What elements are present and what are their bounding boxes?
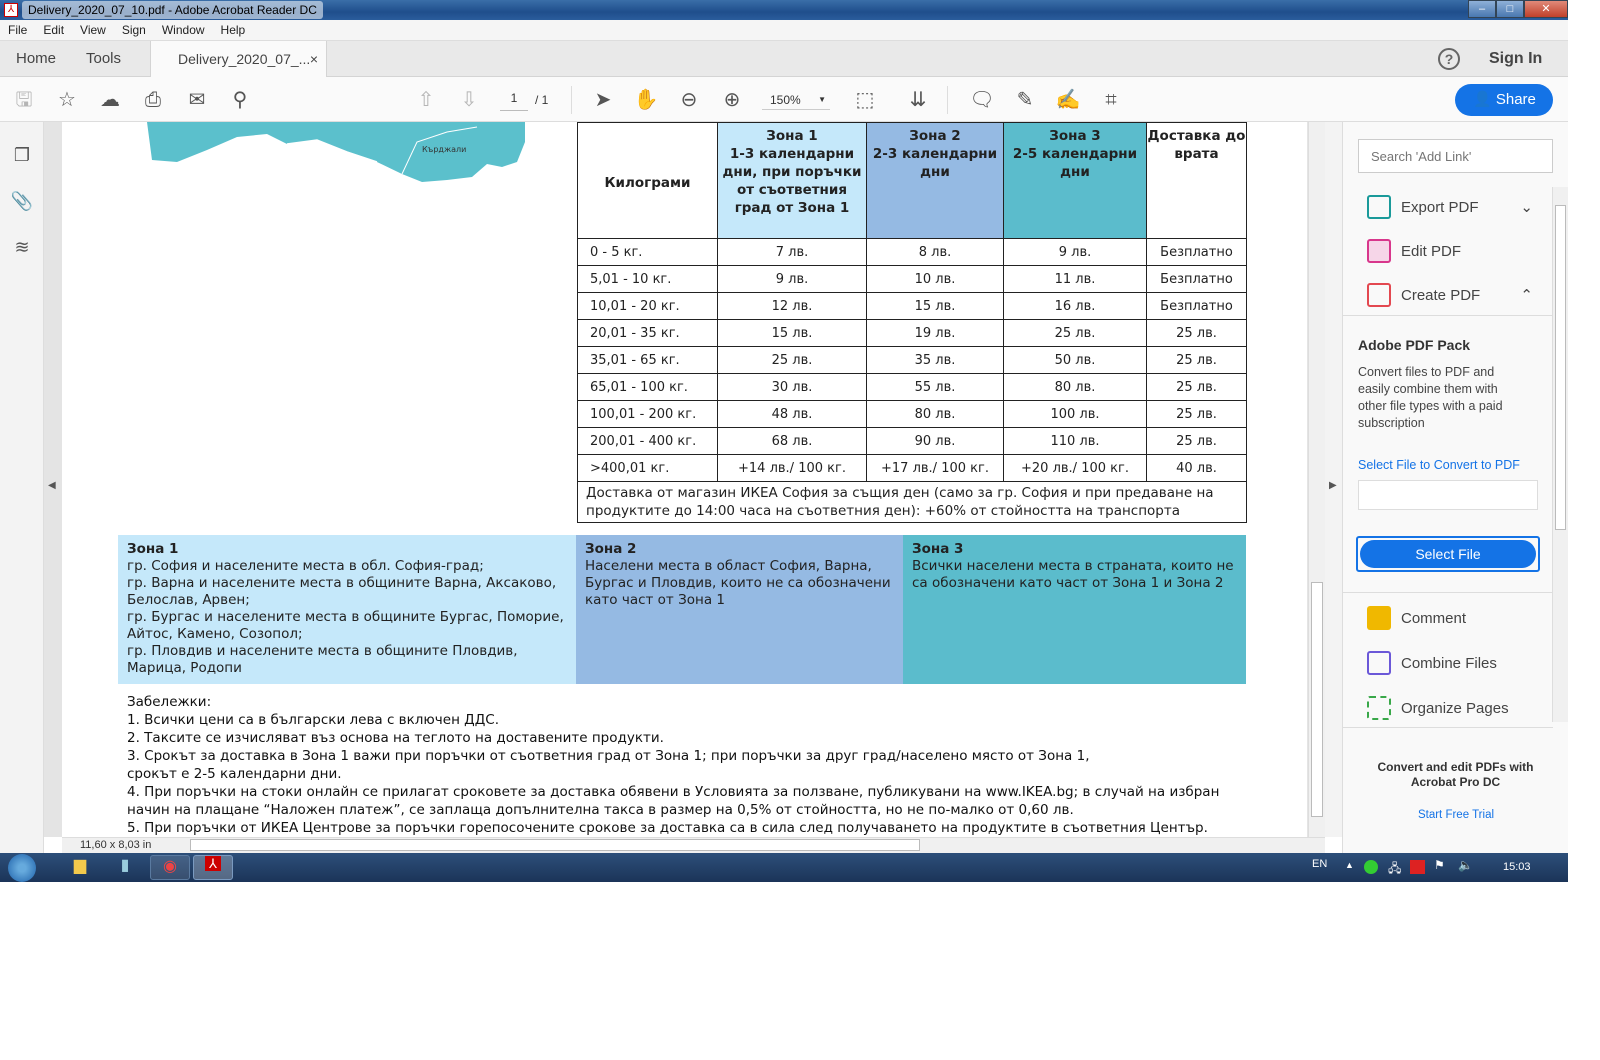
tab-home[interactable]: Home bbox=[16, 50, 57, 67]
share-user-icon: 👤 bbox=[1473, 91, 1496, 108]
zone-2-price: 90 лв. bbox=[867, 428, 1004, 455]
start-trial-link[interactable]: Start Free Trial bbox=[1417, 809, 1495, 821]
header-zone-1-sub: 1-3 календарни дни, при поръчки от съответния град от Зона 1 bbox=[722, 146, 862, 216]
share-label: Share bbox=[1495, 91, 1536, 108]
tab-bar bbox=[0, 41, 1568, 77]
menu-view[interactable]: View bbox=[80, 23, 106, 37]
minimize-button[interactable]: – bbox=[1468, 0, 1496, 18]
select-file-link[interactable]: Select File to Convert to PDF bbox=[1358, 458, 1520, 472]
weight-cell: >400,01 кг. bbox=[578, 455, 718, 482]
table-row bbox=[578, 239, 1247, 266]
zone-2-price: 80 лв. bbox=[867, 401, 1004, 428]
tab-document[interactable] bbox=[150, 41, 327, 78]
menu-bar bbox=[0, 20, 1568, 41]
door-delivery-price: Безплатно bbox=[1147, 239, 1247, 266]
header-zone-2 bbox=[867, 123, 1004, 239]
comment-label: Comment bbox=[1401, 609, 1467, 627]
bookmark-star-icon[interactable]: ☆ bbox=[58, 89, 76, 111]
zone-1-title: Зона 1 bbox=[127, 541, 179, 557]
comment-tool[interactable] bbox=[1367, 606, 1466, 630]
search-tools-input[interactable] bbox=[1358, 139, 1553, 173]
zone-1-price: 12 лв. bbox=[718, 293, 867, 320]
menu-window[interactable]: Window bbox=[161, 23, 205, 37]
door-delivery-price: 25 лв. bbox=[1147, 320, 1247, 347]
pdf-pack-description: Convert files to PDF and easily combine them with other file types with a paid subscription bbox=[1358, 365, 1503, 430]
header-zone-3-title: Зона 3 bbox=[1049, 128, 1101, 144]
door-delivery-price: 25 лв. bbox=[1147, 347, 1247, 374]
organize-pages-tool[interactable] bbox=[1367, 696, 1509, 720]
sign-in-button[interactable]: Sign In bbox=[1489, 50, 1543, 67]
table-row bbox=[578, 455, 1247, 482]
note-line: 2. Таксите се изчисляват въз основа на теглото на доставените продукти. bbox=[127, 730, 664, 746]
sign-icon[interactable]: ✍ bbox=[1055, 89, 1081, 111]
hand-tool-icon[interactable]: ✋ bbox=[633, 89, 659, 111]
close-tab-icon[interactable]: × bbox=[309, 51, 318, 67]
edit-pdf-icon bbox=[1367, 239, 1391, 263]
zoom-value: 150% bbox=[770, 93, 801, 107]
promo-text: Convert and edit PDFs with Acrobat Pro DC bbox=[1377, 760, 1534, 789]
combine-files-icon bbox=[1367, 651, 1391, 675]
same-day-note: Доставка от магазин ИКЕА София за същия ден (само за гр. София и при предаване на продуктите до 14:00 часа на съответния ден): +60% от стойността на транспорта bbox=[578, 482, 1247, 523]
zone-3-price: +20 лв./ 100 кг. bbox=[1004, 455, 1147, 482]
page-total: / 1 bbox=[535, 93, 549, 107]
zone-3-price: 9 лв. bbox=[1004, 239, 1147, 266]
title-bar bbox=[0, 0, 1568, 20]
note-line: 3. Срокът за доставка в Зона 1 важи при поръчки от съответния град от Зона 1; при поръчки за друг град/населено място от Зона 1, bbox=[127, 748, 1090, 764]
zone-3-price: 16 лв. bbox=[1004, 293, 1147, 320]
note-line: начин на плащане “Наложен платеж”, се заплаща допълнителна такса в размер на 0,5% от стойността, но не по-малко от 0,60 лв. bbox=[127, 802, 1074, 818]
zone-3-price: 11 лв. bbox=[1004, 266, 1147, 293]
language-indicator[interactable]: EN bbox=[1312, 858, 1328, 870]
chevron-down-icon[interactable]: ⌄ bbox=[1520, 199, 1533, 216]
note-line: 4. При поръчки на стоки онлайн се прилагат сроковете за доставка обявени в Условията за ползване, публикувани на www.IKEA.bg; в случай на избран bbox=[127, 784, 1220, 800]
highlight-pen-icon[interactable]: ✎ bbox=[1016, 89, 1034, 111]
zone-1-price: 48 лв. bbox=[718, 401, 867, 428]
previous-page-icon[interactable]: ⇧ bbox=[417, 89, 435, 111]
weight-cell: 65,01 - 100 кг. bbox=[578, 374, 718, 401]
maximize-button[interactable]: □ bbox=[1496, 0, 1524, 18]
expand-right-pane-icon[interactable]: ▶ bbox=[1325, 122, 1342, 837]
document-area bbox=[44, 122, 1325, 837]
notepad-taskbar-icon[interactable]: ▮ bbox=[120, 857, 130, 874]
vertical-scrollbar[interactable] bbox=[1308, 122, 1325, 837]
table-row bbox=[578, 293, 1247, 320]
next-page-icon[interactable]: ⇩ bbox=[460, 89, 478, 111]
header-zone-3 bbox=[1004, 123, 1147, 239]
zone-2-price: 10 лв. bbox=[867, 266, 1004, 293]
show-hidden-icons[interactable]: ▲ bbox=[1345, 860, 1354, 870]
zone-3-price: 110 лв. bbox=[1004, 428, 1147, 455]
zone-3-price: 50 лв. bbox=[1004, 347, 1147, 374]
zoom-in-icon[interactable]: ⊕ bbox=[723, 89, 741, 111]
note-line: срокът е 2-5 календарни дни. bbox=[127, 766, 342, 782]
header-zone-1-title: Зона 1 bbox=[766, 128, 818, 144]
windows-taskbar bbox=[0, 853, 1568, 882]
weight-cell: 35,01 - 65 кг. bbox=[578, 347, 718, 374]
page-size-label: 11,60 x 8,03 in bbox=[80, 839, 152, 851]
table-row bbox=[578, 347, 1247, 374]
network-tray-icon[interactable]: 🖧 bbox=[1388, 861, 1402, 875]
table-row bbox=[578, 320, 1247, 347]
zone-2-box bbox=[576, 535, 903, 684]
security-tray-icon[interactable] bbox=[1364, 860, 1378, 874]
layers-icon[interactable]: ≋ bbox=[14, 237, 30, 257]
door-delivery-price: Безплатно bbox=[1147, 266, 1247, 293]
tools-pane-scroll-thumb[interactable] bbox=[1555, 205, 1566, 530]
door-delivery-price: 40 лв. bbox=[1147, 455, 1247, 482]
zone-1-price: 7 лв. bbox=[718, 239, 867, 266]
action-center-flag-icon[interactable]: ⚑ bbox=[1434, 858, 1445, 872]
menu-file[interactable]: File bbox=[8, 23, 28, 37]
notes-heading: Забележки: bbox=[127, 694, 212, 710]
horizontal-scroll-thumb[interactable] bbox=[190, 839, 920, 851]
volume-icon[interactable]: 🔈 bbox=[1458, 858, 1473, 872]
zone-1-price: 30 лв. bbox=[718, 374, 867, 401]
tab-document-label: Delivery_2020_07_... bbox=[178, 51, 311, 67]
more-tools-icon[interactable]: ⌗ bbox=[1105, 89, 1117, 111]
create-pdf-tool[interactable] bbox=[1367, 283, 1533, 307]
weight-cell: 200,01 - 400 кг. bbox=[578, 428, 718, 455]
header-zone-3-sub: 2-5 календарни дни bbox=[1012, 146, 1138, 180]
zone-3-title: Зона 3 bbox=[912, 541, 964, 557]
zone-1-price: 68 лв. bbox=[718, 428, 867, 455]
zone-2-price: +17 лв./ 100 кг. bbox=[867, 455, 1004, 482]
create-pdf-icon bbox=[1367, 283, 1391, 307]
weight-cell: 0 - 5 кг. bbox=[578, 239, 718, 266]
create-pdf-label: Create PDF bbox=[1401, 286, 1481, 304]
window-title: Delivery_2020_07_10.pdf - Adobe Acrobat Reader DC bbox=[22, 1, 323, 19]
vertical-scroll-thumb[interactable] bbox=[1311, 582, 1323, 817]
organize-pages-icon bbox=[1367, 696, 1391, 720]
acrobat-icon: ⅄ bbox=[4, 3, 18, 17]
zone-3-text: Всички населени места в страната, които не са обозначени като част от Зона 1 и Зона 2 bbox=[912, 558, 1234, 591]
zone-2-price: 15 лв. bbox=[867, 293, 1004, 320]
door-delivery-price: Безплатно bbox=[1147, 293, 1247, 320]
note-line: 5. При поръчки от ИКЕА Центрове за поръчки горепосочените срокове за доставка са в сила след получаването на продуктите в съответния Център. bbox=[127, 820, 1208, 836]
select-cursor-icon[interactable]: ➤ bbox=[594, 89, 612, 111]
menu-sign[interactable]: Sign bbox=[121, 23, 146, 37]
zone-3-price: 100 лв. bbox=[1004, 401, 1147, 428]
pdf-pack-title: Adobe PDF Pack bbox=[1358, 337, 1471, 353]
clock[interactable]: 15:03 bbox=[1503, 861, 1531, 873]
zoom-out-icon[interactable]: ⊖ bbox=[680, 89, 698, 111]
acrobat-tray-icon[interactable] bbox=[1410, 860, 1425, 874]
page-number-input[interactable]: 1 bbox=[500, 91, 528, 111]
zone-1-box bbox=[118, 535, 576, 684]
upload-cloud-icon[interactable]: ☁ bbox=[100, 89, 120, 111]
attachments-icon[interactable]: 📎 bbox=[10, 191, 34, 211]
zone-2-price: 8 лв. bbox=[867, 239, 1004, 266]
table-row bbox=[578, 428, 1247, 455]
share-button[interactable] bbox=[1455, 84, 1553, 116]
save-icon[interactable]: 🖫 bbox=[15, 89, 33, 111]
bulgaria-map bbox=[147, 122, 527, 184]
zone-2-title: Зона 2 bbox=[585, 541, 637, 557]
comment-icon[interactable]: 🗨 bbox=[969, 89, 995, 111]
zone-2-price: 35 лв. bbox=[867, 347, 1004, 374]
chevron-down-icon: ▼ bbox=[818, 95, 826, 104]
left-navigation-pane bbox=[0, 122, 44, 853]
page-thumbnails-icon[interactable]: ❐ bbox=[13, 145, 31, 165]
weight-cell: 100,01 - 200 кг. bbox=[578, 401, 718, 428]
zone-1-price: 9 лв. bbox=[718, 266, 867, 293]
weight-cell: 20,01 - 35 кг. bbox=[578, 320, 718, 347]
zone-3-price: 25 лв. bbox=[1004, 320, 1147, 347]
menu-help[interactable]: Help bbox=[220, 23, 246, 37]
zone-1-price: +14 лв./ 100 кг. bbox=[718, 455, 867, 482]
explorer-taskbar-icon[interactable]: ▆ bbox=[73, 857, 87, 874]
zone-2-price: 55 лв. bbox=[867, 374, 1004, 401]
weight-cell: 5,01 - 10 кг. bbox=[578, 266, 718, 293]
combine-files-tool[interactable] bbox=[1367, 651, 1497, 675]
zone-1-price: 15 лв. bbox=[718, 320, 867, 347]
door-delivery-price: 25 лв. bbox=[1147, 401, 1247, 428]
notes-section bbox=[127, 693, 1219, 837]
zone-1-price: 25 лв. bbox=[718, 347, 867, 374]
toolbar bbox=[0, 77, 1568, 122]
door-delivery-price: 25 лв. bbox=[1147, 374, 1247, 401]
export-pdf-tool[interactable] bbox=[1367, 195, 1533, 219]
tools-pane bbox=[1342, 122, 1568, 853]
scroll-mode-icon[interactable]: ⇊ bbox=[909, 89, 927, 111]
horizontal-scrollbar[interactable] bbox=[62, 837, 1325, 853]
zone-3-box bbox=[903, 535, 1246, 684]
edit-pdf-tool[interactable] bbox=[1367, 239, 1461, 263]
comment-tool-icon bbox=[1367, 606, 1391, 630]
zone-3-price: 80 лв. bbox=[1004, 374, 1147, 401]
print-icon[interactable]: ⎙ bbox=[145, 89, 161, 111]
tab-tools[interactable]: Tools bbox=[86, 50, 122, 67]
menu-edit[interactable]: Edit bbox=[43, 23, 65, 37]
file-drop-field[interactable] bbox=[1358, 480, 1538, 510]
chrome-taskbar-icon[interactable]: ◉ bbox=[150, 855, 190, 880]
export-pdf-label: Export PDF bbox=[1401, 198, 1479, 216]
search-icon[interactable]: ⚲ bbox=[232, 89, 248, 111]
chevron-up-icon[interactable]: ⌃ bbox=[1520, 287, 1533, 304]
pdf-page bbox=[62, 122, 1307, 837]
edit-pdf-label: Edit PDF bbox=[1401, 242, 1462, 260]
table-row bbox=[578, 266, 1247, 293]
zone-1-text: гр. София и населените места в обл. София-град; гр. Варна и населените места в общините Варна, Аксаково, Белослав, Арвен; гр. Бургас и населените места в общините Бургас, Поморие, Айтос, Камено, Созопол; гр. Пловдив и населените места в общините Пловдив, Марица, Родопи bbox=[127, 558, 564, 676]
export-pdf-icon bbox=[1367, 195, 1391, 219]
acrobat-taskbar-icon[interactable]: ⅄ bbox=[193, 855, 233, 880]
organize-pages-label: Organize Pages bbox=[1401, 699, 1509, 717]
header-door-delivery: Доставка до врата bbox=[1147, 123, 1247, 239]
email-icon[interactable]: ✉ bbox=[188, 89, 206, 111]
table-row bbox=[578, 374, 1247, 401]
table-row bbox=[578, 401, 1247, 428]
header-zone-2-sub: 2-3 календарни дни bbox=[872, 146, 998, 180]
weight-cell: 10,01 - 20 кг. bbox=[578, 293, 718, 320]
header-zone-1 bbox=[718, 123, 867, 239]
note-line: 1. Всички цени са в български лева с включен ДДС. bbox=[127, 712, 499, 728]
tools-pane-scrollbar[interactable] bbox=[1552, 187, 1568, 722]
header-kilograms: Килограми bbox=[578, 123, 718, 239]
door-delivery-price: 25 лв. bbox=[1147, 428, 1247, 455]
delivery-rates-table bbox=[577, 122, 1247, 523]
fit-page-icon[interactable]: ⬚ bbox=[855, 89, 875, 111]
map-label-kardzhali: Кърджали bbox=[422, 145, 467, 154]
zoom-select[interactable] bbox=[762, 90, 830, 110]
help-icon[interactable]: ? bbox=[1438, 48, 1460, 70]
zone-2-price: 19 лв. bbox=[867, 320, 1004, 347]
combine-files-label: Combine Files bbox=[1401, 654, 1497, 672]
zone-2-text: Населени места в област София, Варна, Бургас и Пловдив, които не са обозначени като част от Зона 1 bbox=[585, 558, 891, 608]
select-file-button[interactable]: Select File bbox=[1360, 540, 1536, 568]
close-window-button[interactable]: ✕ bbox=[1524, 0, 1568, 18]
header-zone-2-title: Зона 2 bbox=[909, 128, 961, 144]
collapse-left-pane-icon[interactable]: ◀ bbox=[48, 480, 56, 491]
start-button[interactable] bbox=[8, 854, 36, 882]
